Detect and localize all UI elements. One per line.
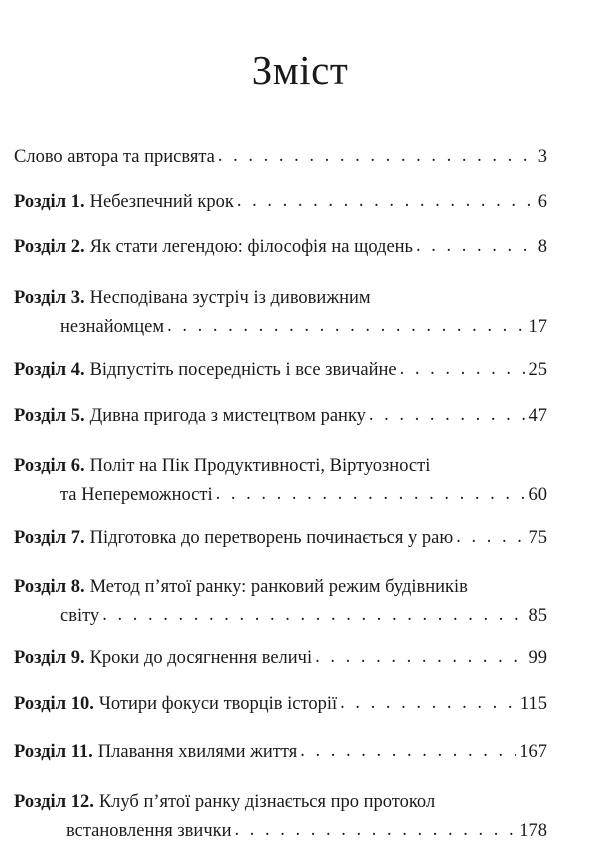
dot-leader: [400, 355, 526, 384]
toc-entry-chapter-5[interactable]: [14, 402, 547, 431]
toc-entry-text: Слово автора та присвята: [14, 147, 215, 167]
chapter-label: Розділ 8.: [14, 577, 85, 597]
toc-page-number: 99: [528, 648, 547, 668]
toc-entry-chapter-8[interactable]: [14, 573, 547, 631]
chapter-label: Розділ 12.: [14, 792, 94, 812]
toc-entry-text: Метод п’ятої ранку: ранковий режим будівників: [89, 577, 468, 597]
toc-entry-text: Як стати легендою: філософія на щодень: [89, 237, 413, 257]
toc-entry-text: Підготовка до перетворень починається у раю: [89, 528, 454, 548]
toc-entry-text: Кроки до досягнення величі: [89, 648, 313, 668]
toc-page-number: 85: [528, 606, 547, 626]
toc-entry-text: Політ на Пік Продуктивності, Віртуозності: [89, 456, 431, 476]
page-title: Зміст: [251, 47, 349, 93]
chapter-label: Розділ 11.: [14, 742, 93, 762]
toc-entry-text-continued: незнайомцем: [60, 317, 165, 337]
toc-page-number: 25: [528, 360, 547, 380]
toc-entry-chapter-3[interactable]: [14, 284, 547, 342]
dot-leader: [235, 816, 517, 845]
toc-page-number: 47: [528, 406, 547, 426]
chapter-label: Розділ 5.: [14, 406, 85, 426]
toc-entry-foreword[interactable]: [14, 143, 547, 172]
chapter-label: Розділ 10.: [14, 694, 94, 714]
toc-entry-text-continued: та Непереможності: [60, 485, 213, 505]
toc-page-number: 60: [528, 485, 547, 505]
toc-page-number: 75: [528, 528, 547, 548]
toc-page-number: 6: [537, 192, 547, 212]
toc-entry-text: Небезпечний крок: [89, 192, 234, 212]
dot-leader: [167, 312, 525, 341]
toc-page-number: 3: [537, 147, 547, 167]
dot-leader: [416, 232, 535, 261]
chapter-label: Розділ 9.: [14, 648, 85, 668]
toc-page-number: 115: [519, 694, 547, 714]
toc-entry-chapter-7[interactable]: [14, 524, 547, 553]
toc-entry-text: Клуб п’ятої ранку дізнається про протокол: [98, 792, 436, 812]
chapter-label: Розділ 2.: [14, 237, 85, 257]
dot-leader: [315, 643, 525, 672]
dot-leader: [102, 601, 525, 630]
toc-entry-text: Відпустіть посередність і все звичайне: [89, 360, 397, 380]
toc-entry-chapter-12[interactable]: [14, 788, 547, 846]
chapter-label: Розділ 4.: [14, 360, 85, 380]
toc-entry-chapter-10[interactable]: [14, 690, 547, 719]
toc-page-number: 8: [537, 237, 547, 257]
dot-leader: [340, 689, 517, 718]
dot-leader: [218, 142, 535, 171]
chapter-label: Розділ 6.: [14, 456, 85, 476]
toc-entry-text: Чотири фокуси творців історії: [98, 694, 338, 714]
toc-entry-text: Плавання хвилями життя: [97, 742, 298, 762]
toc-entry-chapter-9[interactable]: [14, 644, 547, 673]
chapter-label: Розділ 1.: [14, 192, 85, 212]
chapter-label: Розділ 7.: [14, 528, 85, 548]
toc-entry-chapter-6[interactable]: [14, 452, 547, 510]
dot-leader: [216, 480, 526, 509]
toc-entry-text-continued: світу: [60, 606, 100, 626]
toc-entry-chapter-4[interactable]: [14, 356, 547, 385]
dot-leader: [300, 737, 516, 766]
toc-entry-chapter-2[interactable]: [14, 233, 547, 262]
dot-leader: [456, 523, 525, 552]
toc-entry-text: Несподівана зустріч із дивовижним: [89, 288, 371, 308]
dot-leader: [369, 401, 526, 430]
toc-page-number: 17: [528, 317, 547, 337]
toc-page-number: 178: [519, 821, 547, 841]
toc-entry-chapter-1[interactable]: [14, 188, 547, 217]
toc-page-number: 167: [519, 742, 547, 762]
chapter-label: Розділ 3.: [14, 288, 85, 308]
toc-entry-text-continued: встановлення звички: [66, 821, 232, 841]
toc-entry-text: Дивна пригода з мистецтвом ранку: [89, 406, 366, 426]
toc-entry-chapter-11[interactable]: [14, 738, 547, 767]
dot-leader: [237, 187, 535, 216]
